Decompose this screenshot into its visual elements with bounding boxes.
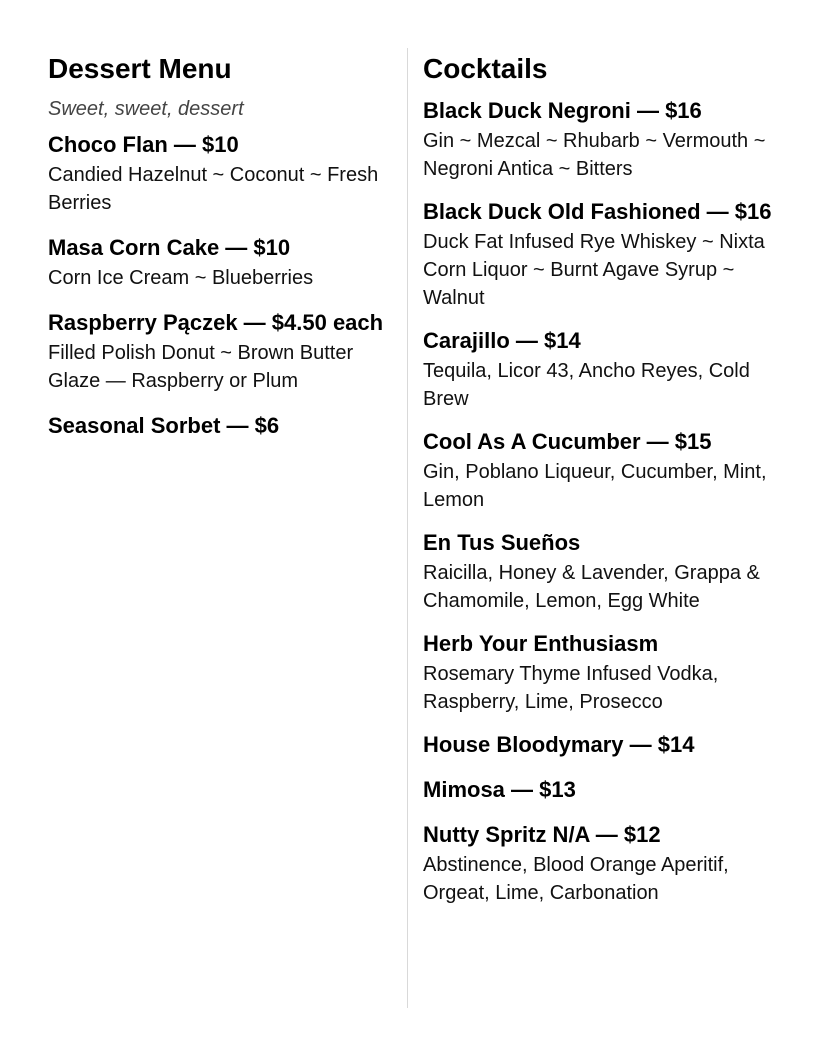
dessert-tagline: Sweet, sweet, dessert: [48, 98, 244, 120]
menu-item-title: Masa Corn Cake — $10: [48, 235, 291, 260]
menu-item-title: Seasonal Sorbet — $6: [48, 413, 280, 438]
menu-item-description: Duck Fat Infused Rye Whiskey ~ Nixta Corn Liquor ~ Burnt Agave Syrup ~ Walnut: [423, 231, 765, 309]
cocktails-column: [423, 50, 773, 919]
cocktails-section-title: Cocktails: [423, 53, 548, 84]
menu-item-black-duck-negroni: [423, 94, 773, 183]
menu-item-carajillo: [423, 324, 773, 413]
menu-item-nutty-spritz: [423, 818, 773, 907]
dessert-section-title: Dessert Menu: [48, 53, 232, 84]
menu-item-description: Gin ~ Mezcal ~ Rhubarb ~ Vermouth ~ Negroni Antica ~ Bitters: [423, 130, 766, 180]
menu-item-title: Herb Your Enthusiasm: [423, 631, 659, 656]
menu-item-masa-corn-cake: [48, 231, 388, 292]
menu-item-black-duck-old-fashioned: [423, 195, 773, 312]
menu-item-title: Cool As A Cucumber — $15: [423, 429, 712, 454]
dessert-column: [48, 50, 388, 456]
menu-item-choco-flan: [48, 128, 388, 217]
menu-item-description: Corn Ice Cream ~ Blueberries: [48, 267, 314, 289]
menu-item-description: Candied Hazelnut ~ Coconut ~ Fresh Berries: [48, 164, 379, 214]
menu-item-title: House Bloodymary — $14: [423, 732, 695, 757]
menu-item-description: Filled Polish Donut ~ Brown Butter Glaze — Raspberry or Plum: [48, 342, 354, 392]
menu-item-description: Gin, Poblano Liqueur, Cucumber, Mint, Lemon: [423, 461, 767, 511]
menu-item-title: Black Duck Old Fashioned — $16: [423, 199, 772, 224]
menu-item-description: Tequila, Licor 43, Ancho Reyes, Cold Brew: [423, 360, 750, 410]
menu-item-seasonal-sorbet: [48, 409, 388, 442]
menu-item-cool-as-a-cucumber: [423, 425, 773, 514]
menu-item-title: Choco Flan — $10: [48, 132, 239, 157]
menu-item-en-tus-suenos: [423, 526, 773, 615]
menu-item-mimosa: [423, 773, 773, 806]
menu-item-description: Abstinence, Blood Orange Aperitif, Orgeat, Lime, Carbonation: [423, 854, 729, 904]
menu-item-herb-your-enthusiasm: [423, 627, 773, 716]
menu-item-title: En Tus Sueños: [423, 530, 581, 555]
menu-item-description: Raicilla, Honey & Lavender, Grappa & Chamomile, Lemon, Egg White: [423, 562, 760, 612]
column-divider: [407, 48, 408, 1008]
menu-item-house-bloodymary: [423, 728, 773, 761]
menu-item-title: Mimosa — $13: [423, 777, 576, 802]
menu-item-title: Nutty Spritz N/A — $12: [423, 822, 661, 847]
menu-item-raspberry-paczek: [48, 306, 388, 395]
menu-item-title: Raspberry Pączek — $4.50 each: [48, 310, 384, 335]
menu-item-title: Black Duck Negroni — $16: [423, 98, 702, 123]
menu-item-description: Rosemary Thyme Infused Vodka, Raspberry, Lime, Prosecco: [423, 663, 719, 713]
menu-item-title: Carajillo — $14: [423, 328, 581, 353]
